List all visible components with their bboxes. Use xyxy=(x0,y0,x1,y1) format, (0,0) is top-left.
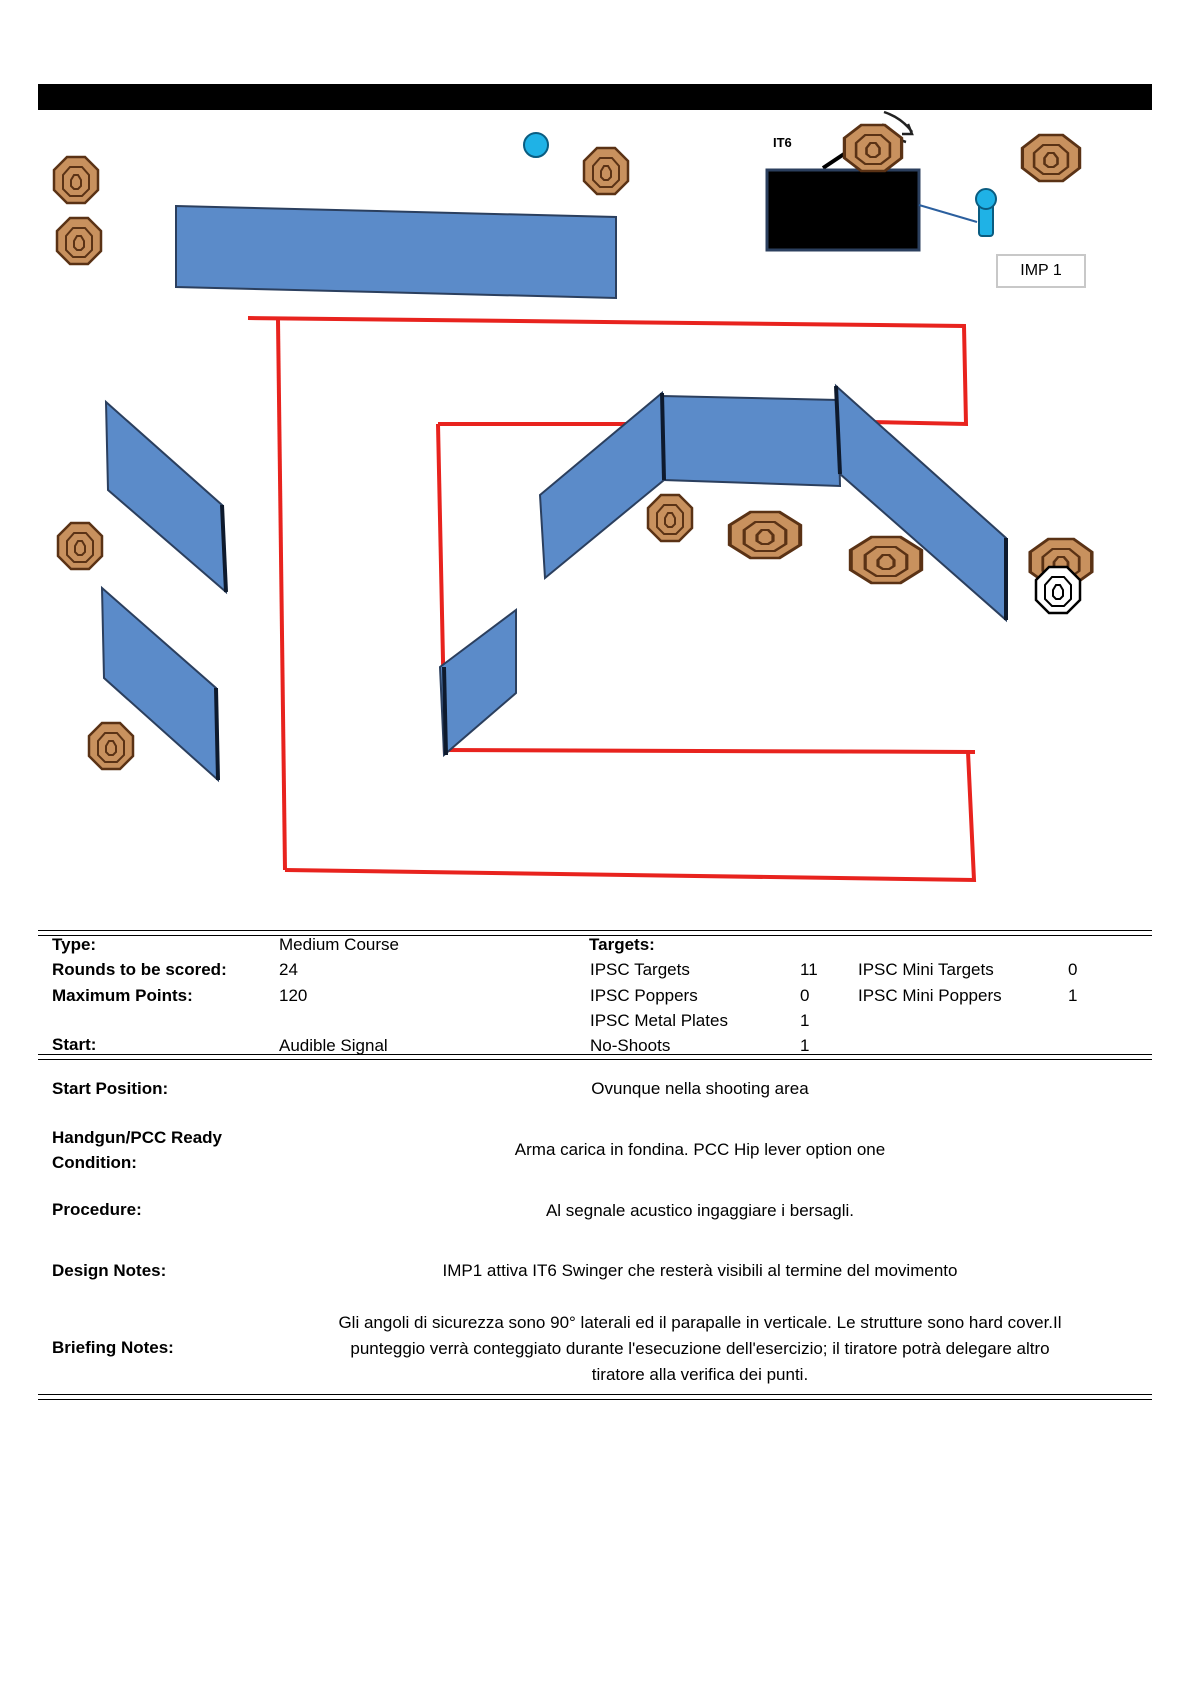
briefing-notes-label: Briefing Notes: xyxy=(52,1338,174,1357)
ipsc-target xyxy=(58,523,102,569)
ipsc-target xyxy=(844,125,901,171)
ipsc-target xyxy=(648,495,692,541)
ready-condition-label-line1: Handgun/PCC Ready xyxy=(52,1128,223,1147)
target-count: 0 xyxy=(800,986,810,1005)
design-notes-value: IMP1 attiva IT6 Swinger che resterà visibili al termine del movimento xyxy=(442,1261,958,1280)
wall-center-left xyxy=(540,393,664,578)
mini-target-count: 1 xyxy=(1068,986,1078,1005)
start-label: Start: xyxy=(52,1035,97,1054)
rounds-value: 24 xyxy=(279,960,298,979)
activator-imp1 xyxy=(976,189,996,236)
table-bottom-rule xyxy=(38,1394,1152,1400)
target-count: 11 xyxy=(800,960,818,979)
activator-label: IMP 1 xyxy=(1020,262,1062,279)
briefing-notes-line: tiratore alla verifica dei punti. xyxy=(591,1365,809,1384)
swinger-label: IT6 xyxy=(773,135,792,150)
wall-left-upper xyxy=(106,402,226,592)
procedure-value: Al segnale acustico ingaggiare i bersagli. xyxy=(545,1201,855,1220)
wall-top xyxy=(176,206,616,298)
mini-popper xyxy=(524,133,548,157)
ready-condition-value: Arma carica in fondina. PCC Hip lever option one xyxy=(514,1140,886,1159)
walls xyxy=(102,206,1006,780)
points-value: 120 xyxy=(279,986,308,1005)
ipsc-target xyxy=(851,537,921,583)
mini-target-count: 0 xyxy=(1068,960,1078,979)
target-count: 1 xyxy=(800,1036,810,1055)
start-value: Audible Signal xyxy=(279,1036,388,1055)
start-position-label: Start Position: xyxy=(52,1079,169,1098)
target-name: IPSC Poppers xyxy=(590,986,698,1005)
ipsc-target xyxy=(54,157,98,203)
wall-center xyxy=(662,396,840,486)
target-name: IPSC Metal Plates xyxy=(590,1011,728,1030)
ipsc-target xyxy=(584,148,628,194)
table-middle-rule xyxy=(38,1054,1152,1060)
rounds-label: Rounds to be scored: xyxy=(52,960,227,979)
wall-inner-small xyxy=(440,610,516,755)
points-label: Maximum Points: xyxy=(52,986,193,1005)
mini-target-name: IPSC Mini Targets xyxy=(858,960,994,979)
design-notes-label: Design Notes: xyxy=(52,1261,167,1280)
targets-label: Targets: xyxy=(589,935,655,954)
no-shoot-target xyxy=(1036,567,1080,613)
type-value: Medium Course xyxy=(279,935,399,954)
ipsc-target xyxy=(1022,135,1079,181)
activator-label-box xyxy=(996,254,1086,288)
target-name: IPSC Targets xyxy=(590,960,690,979)
ipsc-target xyxy=(730,512,800,558)
ready-condition-label-line2: Condition: xyxy=(52,1153,137,1172)
fault-lines xyxy=(248,318,975,880)
briefing-notes-line: punteggio verrà conteggiato durante l'esecuzione dell'esercizio; il tiratore potrà delegare altro xyxy=(350,1339,1050,1358)
swinger-panel xyxy=(767,170,919,250)
type-label: Type: xyxy=(52,935,97,954)
fault-line-inner-bottom xyxy=(445,750,975,752)
target-count: 1 xyxy=(800,1011,810,1030)
procedure-label: Procedure: xyxy=(52,1200,142,1219)
start-position-value: Ovunque nella shooting area xyxy=(591,1079,809,1098)
ipsc-target xyxy=(57,218,101,264)
target-name: No-Shoots xyxy=(590,1036,671,1055)
ipsc-target xyxy=(89,723,133,769)
fault-line-bottom xyxy=(285,752,974,880)
briefing-notes-line: Gli angoli di sicurezza sono 90° laterali ed il parapalle in verticale. Le strutture sono hard cover.Il xyxy=(338,1313,1062,1332)
fault-line-left xyxy=(278,320,285,870)
mini-target-name: IPSC Mini Poppers xyxy=(858,986,1002,1005)
